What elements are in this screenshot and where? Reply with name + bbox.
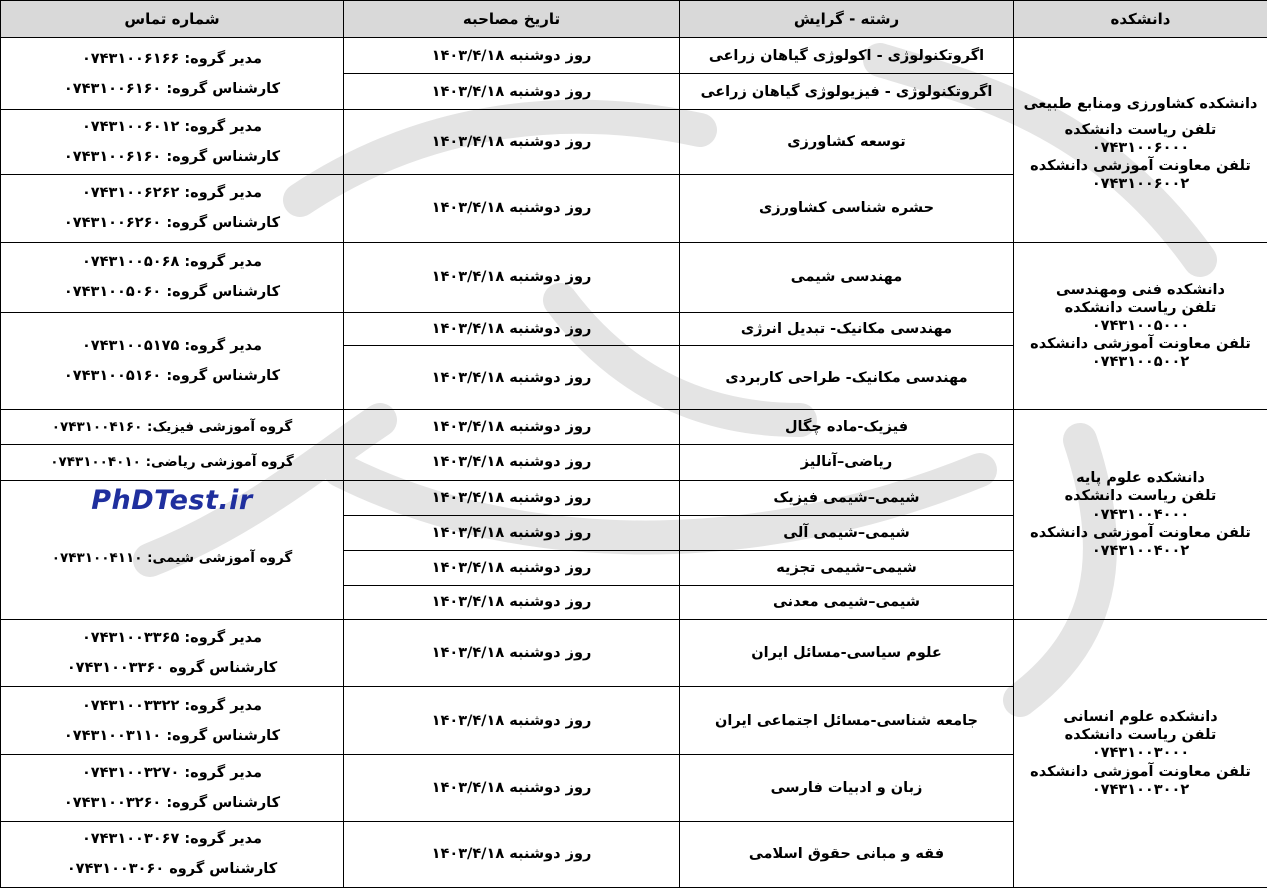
date-cell: روز دوشنبه ۱۴۰۳/۴/۱۸	[344, 74, 680, 110]
date-cell: روز دوشنبه ۱۴۰۳/۴/۱۸	[344, 242, 680, 312]
faculty-deputy-label: تلفن معاونت آموزشی دانشکده	[1030, 336, 1251, 353]
faculty-name: دانشکده فنی ومهندسی	[1056, 281, 1225, 298]
group-head-phone: مدیر گروه: ۰۷۴۳۱۰۰۶۱۶۶	[81, 50, 263, 67]
faculty-deputy-phone: ۰۷۴۳۱۰۰۶۰۰۲	[1091, 176, 1190, 193]
group-expert-phone: کارشناس گروه ۰۷۴۳۱۰۰۳۰۶۰	[66, 861, 278, 878]
faculty-dean-label: تلفن ریاست دانشکده	[1064, 121, 1217, 138]
contact-cell	[1, 110, 344, 174]
contact-cell	[1, 242, 344, 312]
contact-cell	[1, 619, 344, 686]
table-row	[1, 619, 1267, 686]
chemistry-group-phone: گروه آموزشی شیمی: ۰۷۴۳۱۰۰۴۱۱۰	[51, 549, 293, 566]
date-cell: روز دوشنبه ۱۴۰۳/۴/۱۸	[344, 174, 680, 242]
field-cell: ریاضی–آنالیز	[680, 445, 1014, 480]
table-row	[1, 38, 1267, 74]
faculty-deputy-label: تلفن معاونت آموزشی دانشکده	[1030, 157, 1251, 174]
group-head-phone: مدیر گروه: ۰۷۴۳۱۰۰۳۳۲۲	[81, 697, 263, 714]
group-head-phone: مدیر گروه: ۰۷۴۳۱۰۰۳۰۶۷	[81, 831, 263, 848]
group-expert-phone: کارشناس گروه: ۰۷۴۳۱۰۰۶۱۶۰	[63, 148, 281, 165]
field-cell: اگروتکنولوژی - اکولوژی گیاهان زراعی	[680, 38, 1014, 74]
contact-cell	[1, 480, 344, 619]
field-cell: فقه و مبانی حقوق اسلامی	[680, 821, 1014, 887]
faculty-dean-phone: ۰۷۴۳۱۰۰۶۰۰۰	[1091, 139, 1190, 156]
date-cell: روز دوشنبه ۱۴۰۳/۴/۱۸	[344, 480, 680, 515]
group-expert-phone: کارشناس گروه: ۰۷۴۳۱۰۰۵۱۶۰	[63, 368, 281, 385]
header-contact: شماره تماس	[1, 1, 344, 38]
faculty-deputy-phone: ۰۷۴۳۱۰۰۳۰۰۲	[1091, 781, 1190, 798]
faculty-dean-label: تلفن ریاست دانشکده	[1064, 727, 1217, 744]
faculty-dean-label: تلفن ریاست دانشکده	[1064, 299, 1217, 316]
group-expert-phone: کارشناس گروه: ۰۷۴۳۱۰۰۶۲۶۰	[63, 215, 281, 232]
contact-cell	[1, 174, 344, 242]
faculty-dean-phone: ۰۷۴۳۱۰۰۳۰۰۰	[1091, 745, 1190, 762]
field-cell: شیمی–شیمی تجزیه	[680, 550, 1014, 585]
table-row	[1, 242, 1267, 312]
faculty-dean-phone: ۰۷۴۳۱۰۰۵۰۰۰	[1091, 317, 1190, 334]
faculty-dean-phone: ۰۷۴۳۱۰۰۴۰۰۰	[1091, 506, 1190, 523]
faculty-deputy-label: تلفن معاونت آموزشی دانشکده	[1030, 763, 1251, 780]
date-cell: روز دوشنبه ۱۴۰۳/۴/۱۸	[344, 550, 680, 585]
group-expert-phone: کارشناس گروه: ۰۷۴۳۱۰۰۵۰۶۰	[63, 284, 281, 301]
date-cell: روز دوشنبه ۱۴۰۳/۴/۱۸	[344, 313, 680, 346]
faculty-deputy-phone: ۰۷۴۳۱۰۰۵۰۰۲	[1091, 354, 1190, 371]
faculty-name: دانشکده علوم انسانی	[1063, 709, 1218, 726]
date-cell: روز دوشنبه ۱۴۰۳/۴/۱۸	[344, 410, 680, 445]
contact-cell	[1, 313, 344, 410]
group-head-phone: مدیر گروه: ۰۷۴۳۱۰۰۵۱۷۵	[81, 338, 263, 355]
date-cell: روز دوشنبه ۱۴۰۳/۴/۱۸	[344, 445, 680, 480]
group-head-phone: مدیر گروه: ۰۷۴۳۱۰۰۶۰۱۲	[81, 118, 263, 135]
group-expert-phone: کارشناس گروه ۰۷۴۳۱۰۰۳۳۶۰	[66, 660, 278, 677]
faculty-name: دانشکده علوم پایه	[1076, 470, 1205, 487]
faculty-name: دانشکده کشاورزی ومنابع طبیعی	[1023, 95, 1258, 112]
contact-cell	[1, 821, 344, 887]
faculty-dean-label: تلفن ریاست دانشکده	[1064, 488, 1217, 505]
faculty-deputy-label: تلفن معاونت آموزشی دانشکده	[1030, 524, 1251, 541]
field-cell: حشره شناسی کشاورزی	[680, 174, 1014, 242]
date-cell: روز دوشنبه ۱۴۰۳/۴/۱۸	[344, 585, 680, 619]
date-cell: روز دوشنبه ۱۴۰۳/۴/۱۸	[344, 110, 680, 174]
field-cell: زبان و ادبیات فارسی	[680, 755, 1014, 821]
group-expert-phone: کارشناس گروه: ۰۷۴۳۱۰۰۳۱۱۰	[63, 727, 281, 744]
faculty-sciences-cell	[1014, 410, 1267, 620]
header-date: تاریخ مصاحبه	[344, 1, 680, 38]
header-row	[1, 1, 1267, 38]
date-cell: روز دوشنبه ۱۴۰۳/۴/۱۸	[344, 619, 680, 686]
field-cell: شیمی–شیمی آلی	[680, 515, 1014, 550]
date-cell: روز دوشنبه ۱۴۰۳/۴/۱۸	[344, 346, 680, 410]
faculty-engineering-cell	[1014, 242, 1267, 410]
group-head-phone: مدیر گروه: ۰۷۴۳۱۰۰۶۲۶۲	[81, 185, 263, 202]
contact-cell	[1, 38, 344, 110]
date-cell: روز دوشنبه ۱۴۰۳/۴/۱۸	[344, 821, 680, 887]
faculty-humanities-cell	[1014, 619, 1267, 887]
field-cell: شیمی–شیمی معدنی	[680, 585, 1014, 619]
field-cell: مهندسی مکانیک- طراحی کاربردی	[680, 346, 1014, 410]
contact-cell: گروه آموزشی فیزیک: ۰۷۴۳۱۰۰۴۱۶۰	[1, 410, 344, 445]
faculty-agriculture-cell	[1014, 38, 1267, 243]
field-cell: علوم سیاسی-مسائل ایران	[680, 619, 1014, 686]
field-cell: شیمی–شیمی فیزیک	[680, 480, 1014, 515]
contact-cell	[1, 755, 344, 821]
table-row	[1, 410, 1267, 445]
field-cell: مهندسی شیمی	[680, 242, 1014, 312]
date-cell: روز دوشنبه ۱۴۰۳/۴/۱۸	[344, 515, 680, 550]
contact-cell: گروه آموزشی ریاضی: ۰۷۴۳۱۰۰۴۰۱۰	[1, 445, 344, 480]
group-expert-phone: کارشناس گروه: ۰۷۴۳۱۰۰۶۱۶۰	[63, 80, 281, 97]
header-field: رشته - گرایش	[680, 1, 1014, 38]
field-cell: جامعه شناسی-مسائل اجتماعی ایران	[680, 687, 1014, 755]
date-cell: روز دوشنبه ۱۴۰۳/۴/۱۸	[344, 38, 680, 74]
group-head-phone: مدیر گروه: ۰۷۴۳۱۰۰۳۳۶۵	[81, 630, 263, 647]
field-cell: توسعه کشاورزی	[680, 110, 1014, 174]
field-cell: فیزیک-ماده چگال	[680, 410, 1014, 445]
field-cell: اگروتکنولوژی - فیزیولوژی گیاهان زراعی	[680, 74, 1014, 110]
group-expert-phone: کارشناس گروه: ۰۷۴۳۱۰۰۳۲۶۰	[63, 795, 281, 812]
faculty-deputy-phone: ۰۷۴۳۱۰۰۴۰۰۲	[1091, 542, 1190, 559]
brand-watermark-logo: PhDTest.ir	[91, 484, 253, 516]
group-head-phone: مدیر گروه: ۰۷۴۳۱۰۰۳۲۷۰	[81, 765, 263, 782]
date-cell: روز دوشنبه ۱۴۰۳/۴/۱۸	[344, 755, 680, 821]
header-faculty: دانشکده	[1014, 1, 1267, 38]
group-head-phone: مدیر گروه: ۰۷۴۳۱۰۰۵۰۶۸	[81, 254, 263, 271]
date-cell: روز دوشنبه ۱۴۰۳/۴/۱۸	[344, 687, 680, 755]
contact-cell	[1, 687, 344, 755]
field-cell: مهندسی مکانیک- تبدیل انرژی	[680, 313, 1014, 346]
